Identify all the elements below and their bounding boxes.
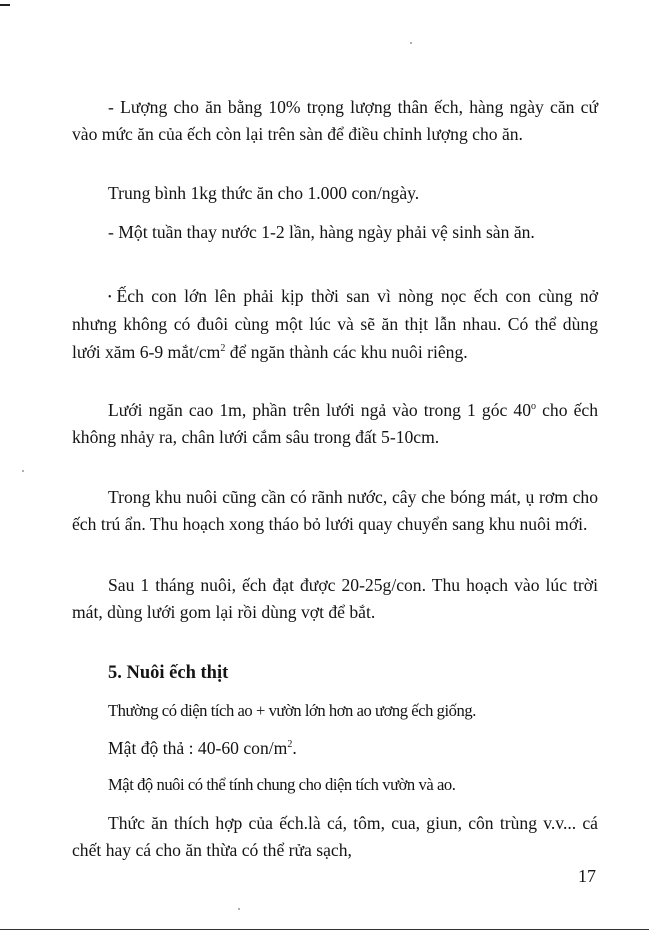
scan-speck <box>410 42 412 44</box>
paragraph-stocking-density <box>72 735 598 762</box>
paragraph-net-height <box>72 397 598 452</box>
paragraph-feeding-amount: - Lượng cho ăn bằng 10% trọng lượng thân ếch, hàng ngày căn cứ vào mức ăn của ếch còn lại trên sàn để điều chỉnh lượng cho ăn. <box>72 97 598 145</box>
paragraph-suitable-food: Thức ăn thích hợp của ếch.là cá, tôm, cua, giun, côn trùng v.v... cá chết hay cá cho ăn thừa có thể rửa sạch, <box>72 813 598 861</box>
superscript: 2 <box>287 739 293 750</box>
paragraph-juvenile-frogs <box>72 283 598 366</box>
paragraph-juvenile-frogs-text-end: để ngăn thành các khu nuôi riêng. <box>225 341 468 362</box>
paragraph-harvest: Sau 1 tháng nuôi, ếch đạt được 20-25g/con. Thu hoạch vào lúc trời mát, dùng lưới gom lại rồi dùng vợt để bắt. <box>72 575 598 623</box>
paragraph-water-change: - Một tuần thay nước 1-2 lần, hàng ngày phải vệ sinh sàn ăn. <box>108 222 535 242</box>
paragraph-juvenile-frogs-text: Ếch con lớn lên phải kịp thời san vì nòng nọc ếch con cùng nở nhưng không có đuôi cùng một lúc và sẽ ăn thịt lẫn nhau. Có thể dùng lưới xăm 6-9 mắt/cm <box>72 286 598 362</box>
scan-speck <box>22 470 24 472</box>
paragraph-net-height-text: Lưới ngăn cao 1m, phần trên lưới ngả vào trong 1 góc 40 <box>108 400 531 420</box>
superscript: 2 <box>220 342 226 354</box>
paragraph-stocking-density-text: Mật độ thả : 40-60 con/m <box>108 738 288 758</box>
paragraph-stocking-density-text-end: . <box>292 738 297 758</box>
section-heading: 5. Nuôi ếch thịt <box>108 663 229 683</box>
bullet-icon: • <box>108 292 112 303</box>
bottom-border-line <box>0 929 649 930</box>
scan-corner-mark <box>0 4 10 6</box>
paragraph-pond-area: Thường có diện tích ao + vườn lớn hơn ao ương ếch giống. <box>108 701 476 720</box>
paragraph-net-height-text-end: cho ếch không nhảy ra, chân lưới cắm sâu trong đất 5-10cm. <box>72 400 599 448</box>
superscript: o <box>531 401 536 412</box>
scan-speck <box>238 908 240 910</box>
page-number: 17 <box>578 866 596 886</box>
paragraph-farming-area: Trong khu nuôi cũng cần có rãnh nước, cây che bóng mát, ụ rơm cho ếch trú ẩn. Thu hoạch xong tháo bỏ lưới quay chuyển sang khu nuôi mới. <box>72 487 598 535</box>
paragraph-average-feed: Trung bình 1kg thức ăn cho 1.000 con/ngày. <box>108 183 420 203</box>
paragraph-density-calculation: Mật độ nuôi có thể tính chung cho diện tích vườn và ao. <box>108 775 456 794</box>
